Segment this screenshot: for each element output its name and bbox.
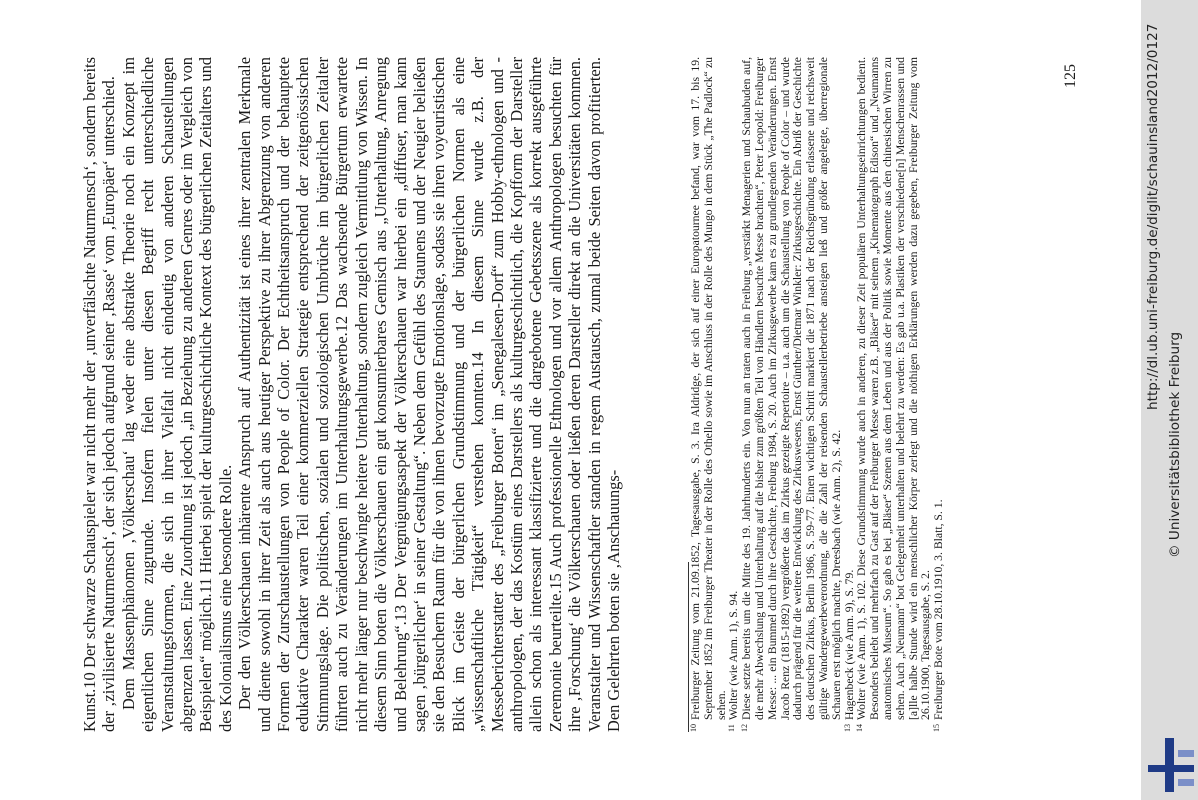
footnote — [690, 57, 728, 732]
footnote — [856, 57, 933, 732]
footnote-number: 13 — [842, 724, 852, 732]
footnote — [933, 57, 946, 732]
footnote-text: Freiburger Bote vom 28.10.1910, 3. Blatt, S. 1. — [932, 499, 946, 720]
main-text-block — [80, 57, 623, 732]
copyright-notice: © Universitätsbibliothek Freiburg — [1167, 331, 1183, 558]
logo-bar-upper — [1178, 750, 1194, 757]
footnote-text: Hagenbeck (wie Anm. 9), S. 79. — [842, 569, 856, 720]
source-url-link[interactable]: http://dl.ub.uni-freiburg.de/diglit/schauinsland2012/0127 — [1145, 23, 1161, 410]
footnote-number: 15 — [932, 724, 942, 732]
footnote — [741, 57, 843, 732]
footnotes-block — [690, 57, 946, 732]
page-number: 125 — [1062, 64, 1079, 88]
footnote-number: 14 — [855, 724, 865, 732]
footnote-text: Diese setzte bereits um die Mitte des 19. Jahrhunderts ein. Von nun an traten auch in Freiburg „verstärkt Menagerien und Schaubuden auf, die mehr Abwechslung und Unterhaltung auf die bisher zum größten Teil von Händlern besuchte Messe brachten“, Peter Leopold: Freiburger Messe: ... ein Bummel durch ihre Geschichte, Freiburg 1984, S. 20. Auch im Zirkusgewerbe kam es zu grundlegenden Veränderungen. Ernst Jacob Renz (1815-1892) vergrößerte das im Zirkus gezeigte Repertoire – u.a. auch um die Schaustellung von People of Color – und wurde dadurch prägend für die weitere Entwicklung des Zirkuswesens, Ernst Günther/Dietmar Winkler: Zirkusgeschichte. Ein Abriß der Geschichte des deutschen Zirkus, Berlin 1986, S. 59-77. Einen wichtigen Schritt markiert die 1871 nach der Reichsgründung erlassene und reichsweit gültige Wandergewerbeverordnung, die die Zahl der reisenden Schaustellerbetriebe ansteigen ließ und größer angelegte, überregionale Schauen erst möglich machte, Dreesbach (wie Anm. 2), S. 42. — [740, 57, 843, 720]
library-logo-icon — [1148, 738, 1194, 792]
logo-bar-lower — [1178, 779, 1194, 786]
paragraph: Kunst.10 Der schwarze Schauspieler war nicht mehr der ‚unverfälschte Naturmensch‘, sondern bereits der ‚zivilisierte Naturmensch‘, der sich jedoch aufgrund seiner ‚Rasse‘ vom ‚Europäer‘ unterschied. — [80, 57, 119, 732]
footnote-text: Wolter (wie Anm. 1), S. 102. Diese Grundstimmung wurde auch in anderen, zu dieser Zeit populären Unterhaltungseinrichtungen bedient. Besonders beliebt und mehrfach zu Gast auf der Freiburger Messe waren z.B. „Bläser“ mit seinem „Kinematograph Edison“ und „Neumanns anatomisches Museum“. So gab es bei „Bläser“ Szenen aus dem Leben und aus der Politik sowie Momente aus den chinesischen Wirren zu sehen. Auch „Neumann“ bot Gelegenheit unterhalten und belehrt zu werden: Es gab u.a. Plastiken der verschiedene[n] Menschenrassen und [a]lle halbe Stunde wird ein menschlicher Körper zerlegt und die nöthigen Erklärungen werden dazu gegeben, Freiburger Zeitung vom 26.10.1900, Tagesausgabe, S. 2. — [855, 57, 933, 720]
footnote-number: 11 — [727, 724, 737, 732]
logo-bar-long — [1148, 765, 1194, 772]
footnote-number: 12 — [740, 724, 750, 732]
footnote-number: 10 — [689, 724, 698, 732]
footnote-text: Freiburger Zeitung vom 21.09.1852, Tagesausgabe, S. 3. Ira Aldridge, der sich auf einer Europatournee befand, war vom 17. bis 19. September 1852 im Freiburger Theater in der Rolle des Othello sowie im Anschluss in der Rolle des Mungo in dem Stück „The Padlock“ zu sehen. — [689, 57, 728, 720]
sidebar-text — [1141, 0, 1198, 800]
paragraph: Der den Völkerschauen inhärente Anspruch auf Authentizität ist eines ihrer zentralen Merkmale und diente sowohl in ihrer Zeit als auch aus heutiger Perspektive zu ihrer Abgrenzung von anderen Formen der Zurschaustellungen von People of Color. Der Echtheitsanspruch und der behauptete edukative Charakter waren Teil einer kommerziellen Strategie entsprechend der zeitgenössischen Stimmungslage. Die politischen, sozialen und soziologischen Umbrüche im bürgerlichen Zeitalter führten auch zu Veränderungen im Unterhaltungsgewerbe.12 Das wachsende Bürgertum erwartete nicht mehr länger nur beschwingte heitere Unterhaltung, sondern zugleich Vermittlung von Wissen. In diesem Sinn boten die Völkerschauen ein gut konsumierbares Gemisch aus „Unterhaltung, Anregung und Belehrung“.13 Der Vergnügungsaspekt der Völkerschauen war hierbei ein „diffuser, man kann sagen ‚bürgerlicher‘ in seiner Gestaltung“. Neben dem Gefühl des Staunens und der Neugier beließen sie den Besuchern Raum für die von ihnen bevorzugte Emotionslage, sodass sie ihren voyeuristischen Blick im Geiste der bürgerlichen Grundstimmung und der bürgerlichen Normen als eine „wissenschaftliche Tätigkeit“ verstehen konnten.14 In diesem Sinne wurde z.B. der Messeberichterstatter des „Freiburger Boten“ im „Senegalesen-Dorf“ zum Hobby-ethnologen und -anthropologen, der das Kostüm eines Darstellers als kulturgeschichtlich, die Kopfform der Darsteller allein schon als interessant klassifizierte und die dargebotene Gebetsszene als korrekt ausgeführte Zeremonie beurteilte.15 Auch professionelle Ethnologen und vor allem Anthropologen besuchten für ihre ‚Forschung‘ die Völkerschauen oder ließen deren Darsteller direkt an die Universitäten kommen. Veranstalter und Wissenschaftler standen in regem Austausch, zumal beide Seiten davon profitierten. Den Gelehrten boten sie ‚Anschauungs- — [235, 57, 623, 732]
footnote-text: Wolter (wie Anm. 1), S. 94. — [727, 590, 741, 720]
paragraph: Dem Massenphänomen ‚Völkerschau‘ lag weder eine abstrakte Theorie noch ein Konzept im eigentlichen Sinne zugrunde. Insofern fielen unter diesen Begriff recht unterschiedliche Veranstaltungsformen, die sich in ihrer Vielfalt nicht eindeutig von anderen Schaustellungen abgrenzen lassen. Eine Zuordnung ist jedoch „in Beziehung zu anderen Genres oder im Vergleich von Beispielen“ möglich.11 Hierbei spielt der kulturgeschichtliche Kontext des bürgerlichen Zeitalters und des Kolonialismus eine besondere Rolle. — [118, 57, 235, 732]
